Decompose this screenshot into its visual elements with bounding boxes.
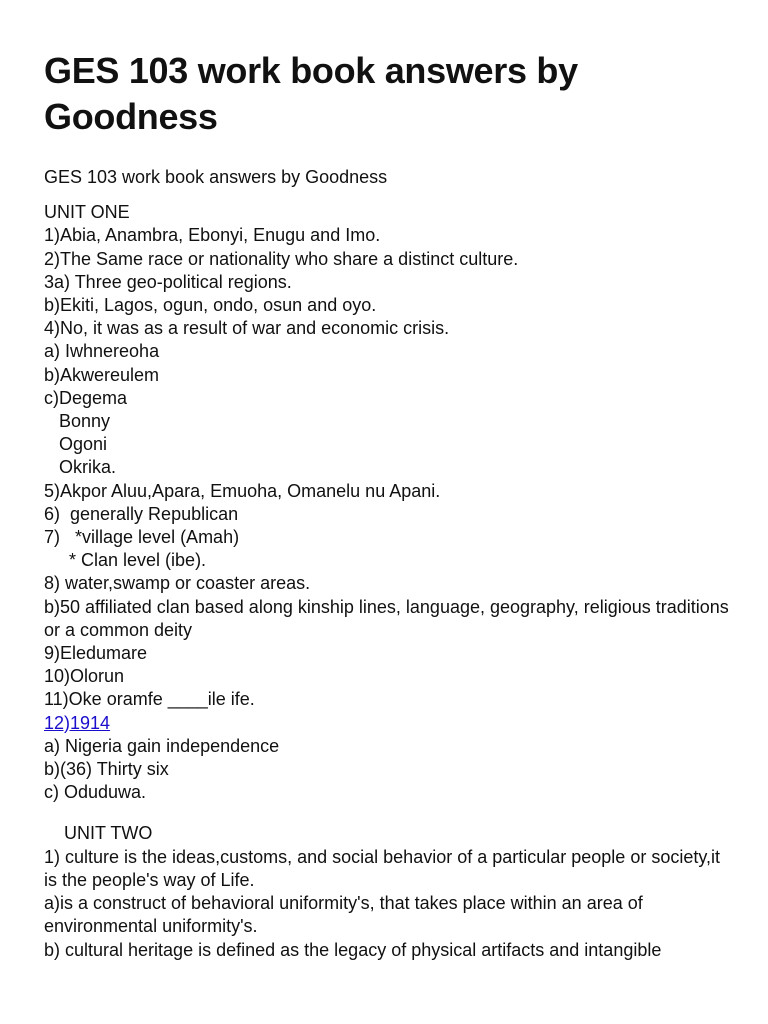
year-link[interactable] [44,713,110,733]
answer-line: 3a) Three geo-political regions. [44,271,292,292]
answer-line: b)50 affiliated clan based along kinship lines, language, geography, religious traditions or a common deity [44,596,729,640]
answer-line: Okrika. [44,457,117,478]
answer-line: 9)Eledumare [44,643,148,664]
answer-line: 1) culture is the ideas,customs, and social behavior of a particular people or society,it is the people's way of Life. [44,846,721,890]
document-body [44,166,734,962]
answer-line: Ogoni [44,434,108,455]
link-prefix: 12) [44,712,71,733]
answer-line: 4)No, it was as a result of war and economic crisis. [44,318,450,339]
answer-line: c)Degema [44,387,128,408]
answer-line: b)Akwereulem [44,364,160,385]
document-subtitle: GES 103 work book answers by Goodness [44,167,388,187]
answer-line: Bonny [44,411,111,432]
answer-line: a) Nigeria gain independence [44,735,280,756]
spacer [44,804,734,822]
link-text: 1914 [70,712,111,733]
answer-line: b)Ekiti, Lagos, ogun, ondo, osun and oyo. [44,295,377,316]
answer-line: 2)The Same race or nationality who share a distinct culture. [44,248,519,269]
answer-line: a)is a construct of behavioral uniformity's, that takes place within an area of environmental uniformity's. [44,893,643,937]
answer-line: 8) water,swamp or coaster areas. [44,573,311,594]
answer-line-with-link [44,712,734,735]
unit-two-heading: UNIT TWO [44,823,153,844]
answer-line: 5)Akpor Aluu,Apara, Emuoha, Omanelu nu Apani. [44,480,441,501]
answer-line: 1)Abia, Anambra, Ebonyi, Enugu and Imo. [44,225,381,246]
answer-line: 11)Oke oramfe ____ile ife. [44,689,255,710]
page-title: GES 103 work book answers by Goodness [44,50,578,137]
spacer [44,189,734,201]
answer-line: 6) generally Republican [44,503,239,524]
answer-line: b) cultural heritage is defined as the legacy of physical artifacts and intangible [44,939,662,960]
answer-line: 10)Olorun [44,666,125,687]
answer-line: a) Iwhnereoha [44,341,160,362]
answer-line: b)(36) Thirty six [44,759,169,780]
answer-line: * Clan level (ibe). [44,550,207,571]
answer-line: 7) *village level (Amah) [44,527,240,548]
answer-line: c) Oduduwa. [44,782,147,803]
unit-one-heading: UNIT ONE [44,202,130,223]
